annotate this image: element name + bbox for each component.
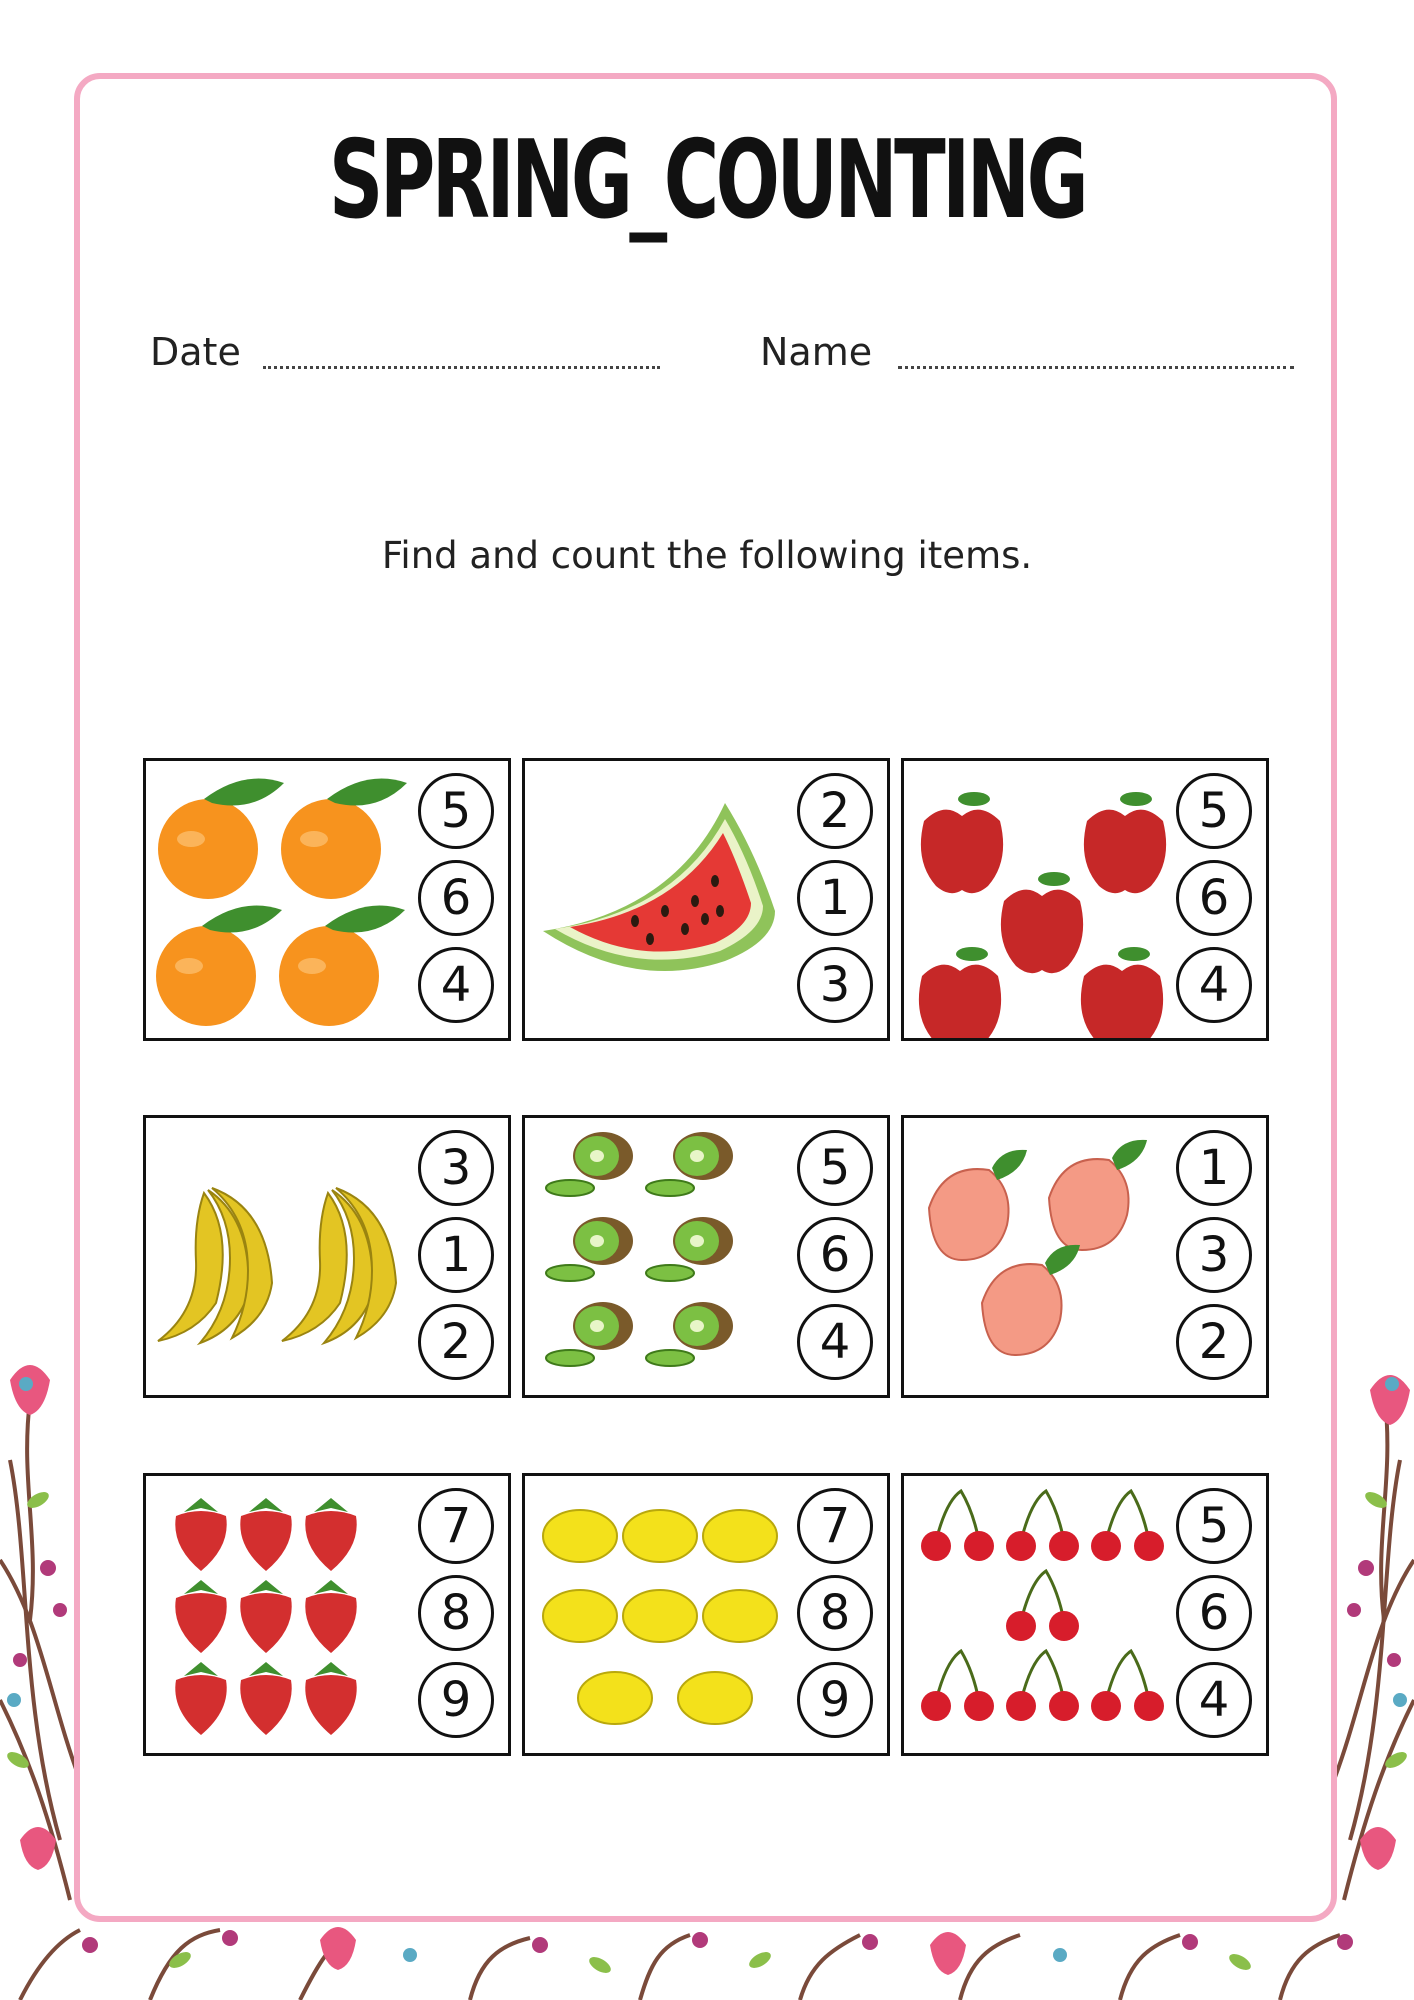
answer-option[interactable]: 1 [1176,1130,1252,1206]
answer-option[interactable]: 3 [418,1130,494,1206]
card-oranges [143,758,511,1041]
answer-option[interactable]: 8 [797,1575,873,1651]
answer-option[interactable]: 4 [1176,1662,1252,1738]
answer-option[interactable]: 5 [418,773,494,849]
card-strawberries [143,1473,511,1756]
card-apples [901,758,1269,1041]
date-field[interactable] [263,366,660,369]
answer-option[interactable]: 6 [418,860,494,936]
card-cherries [901,1473,1269,1756]
answer-option[interactable]: 6 [1176,1575,1252,1651]
answer-option[interactable]: 5 [797,1130,873,1206]
answer-option[interactable]: 4 [418,947,494,1023]
answer-option[interactable]: 2 [418,1304,494,1380]
answer-option[interactable]: 1 [418,1217,494,1293]
answer-option[interactable]: 4 [1176,947,1252,1023]
name-label: Name [760,330,873,374]
answer-option[interactable]: 8 [418,1575,494,1651]
answer-option[interactable]: 4 [797,1304,873,1380]
answer-option[interactable]: 3 [1176,1217,1252,1293]
answer-option[interactable]: 6 [1176,860,1252,936]
card-peaches [901,1115,1269,1398]
card-watermelon [522,758,890,1041]
answer-option[interactable]: 7 [418,1488,494,1564]
instructions: Find and count the following items. [381,534,1033,577]
page-title: SPRING_COUNTING [328,118,1086,243]
name-field[interactable] [898,366,1294,369]
answer-option[interactable]: 5 [1176,773,1252,849]
answer-option[interactable]: 6 [797,1217,873,1293]
date-label: Date [150,330,241,374]
answer-option[interactable]: 3 [797,947,873,1023]
card-bananas [143,1115,511,1398]
answer-option[interactable]: 2 [1176,1304,1252,1380]
card-lemons [522,1473,890,1756]
answer-option[interactable]: 2 [797,773,873,849]
card-kiwis [522,1115,890,1398]
answer-option[interactable]: 9 [797,1662,873,1738]
answer-option[interactable]: 5 [1176,1488,1252,1564]
answer-option[interactable]: 7 [797,1488,873,1564]
answer-option[interactable]: 1 [797,860,873,936]
answer-option[interactable]: 9 [418,1662,494,1738]
